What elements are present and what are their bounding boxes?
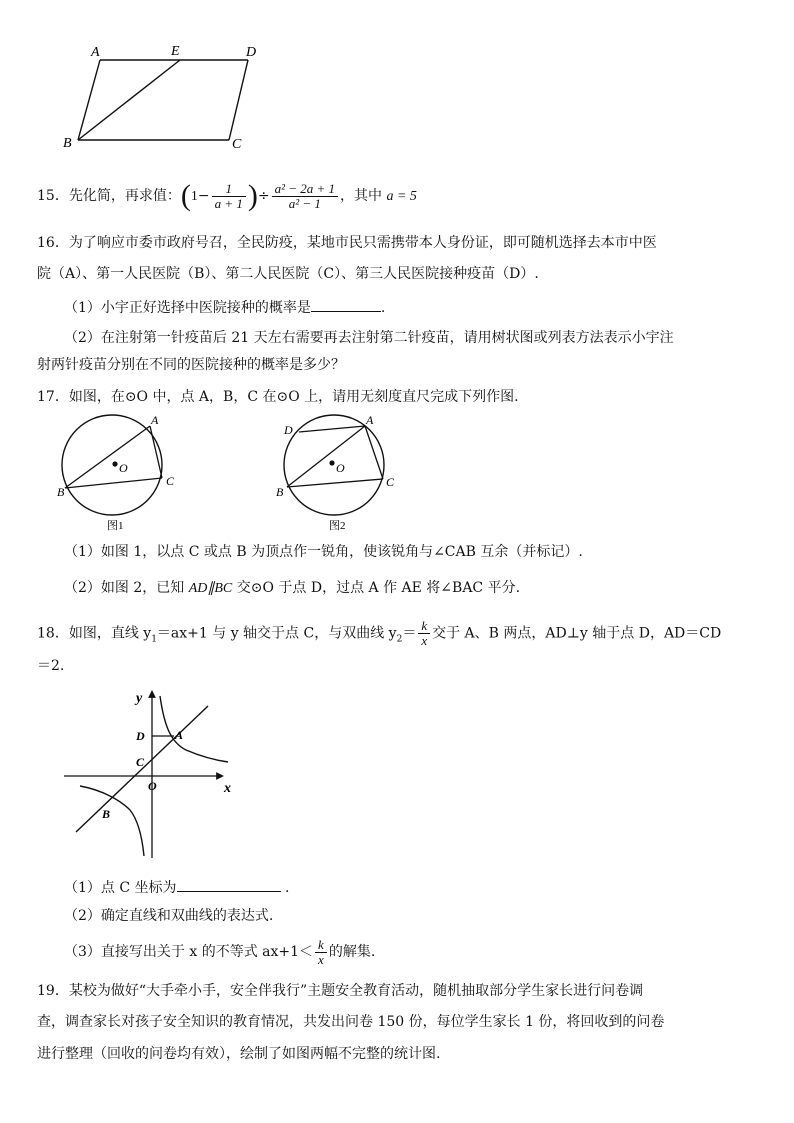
q18-sub3-text-a: （3）直接写出关于 x 的不等式 ax+1＜ <box>64 944 314 960</box>
axis-label-y: y <box>136 691 143 706</box>
label-O-fig1: O <box>119 461 128 475</box>
q18-sub1 <box>64 876 289 898</box>
q18-text-d: 交于 A、B 两点，AD⊥y 轴于点 D，AD＝CD <box>432 625 722 642</box>
q17-figure-1 <box>55 408 185 534</box>
label-C-fig2: C <box>386 475 395 489</box>
q18-sub3-den: x <box>318 951 324 967</box>
chord-AB-fig2 <box>287 426 365 487</box>
circle-o-fig2 <box>284 415 384 515</box>
q18-sub3-text-b: 的解集. <box>328 944 376 960</box>
q18-sub3-num: k <box>315 938 327 953</box>
q15-condition: a = 5 <box>386 189 417 204</box>
label-O-fig2: O <box>336 461 345 475</box>
label-B-fig1: B <box>57 485 65 499</box>
q16-sub2-line-1: （2）在注射第一针疫苗后 21 天左右需要再去注射第二针疫苗，请用树状图或列表方法表示小宇注 <box>64 330 674 346</box>
q17-sub2 <box>64 578 520 599</box>
q15-frac1-num: 1 <box>212 182 246 197</box>
q18-frac-den: x <box>421 633 428 648</box>
q18-frac-num: k <box>418 619 430 634</box>
label-D: D <box>246 45 257 60</box>
q16-sub2-line-2: 射两针疫苗分别在不同的医院接种的概率是多少？ <box>37 357 345 373</box>
q16-sub1-text: （1）小宇正好选择中医院接种的概率是 <box>64 300 311 316</box>
q18-sub2: （2）确定直线和双曲线的表达式. <box>64 908 274 924</box>
q18-sub-1: 1 <box>151 634 157 645</box>
q15-left-paren: ( <box>180 179 191 212</box>
q18-fraction <box>418 619 430 648</box>
parallelogram-figure <box>55 44 275 156</box>
q17-sub2-math: AD∥BC <box>188 581 233 596</box>
q17-sub2-post: 交⊙O 于点 D，过点 A 作 AE 将∠BAC 平分. <box>232 580 521 596</box>
q17-sub2-pre: （2）如图 2，已知 <box>64 580 189 596</box>
q15-line <box>37 181 417 212</box>
label-A-fig1: A <box>151 413 159 427</box>
q18-sub-2: 2 <box>396 634 403 645</box>
q17-sub1: （1）如图 1，以点 C 或点 B 为顶点作一锐角，使该锐角与∠CAB 互余（并标记）. <box>64 544 583 560</box>
caption-fig2: 图2 <box>329 520 346 532</box>
point-label-C: C <box>136 755 145 769</box>
label-A-fig2: A <box>366 413 374 427</box>
q15-frac2-den: a² − 1 <box>288 195 321 211</box>
q15-fraction-2 <box>272 182 338 211</box>
q16-sub1-end: . <box>380 300 386 316</box>
q18-line-2: ＝2. <box>37 658 65 674</box>
label-B: B <box>63 136 72 151</box>
chord-DA-fig2 <box>299 426 365 432</box>
q15-frac2-num: a² − 2a + 1 <box>272 182 338 197</box>
q19-line-1: 19．某校为做好“大手牵小手，安全伴我行”主题安全教育活动，随机抽取部分学生家长进行问卷调 <box>37 983 644 999</box>
q16-line-1: 16．为了响应市委市政府号召，全民防疫，某地市民只需携带本人身份证，即可随机选择去本市中医 <box>37 235 657 251</box>
point-label-O: O <box>148 779 157 793</box>
chord-BC-fig1 <box>65 478 162 488</box>
q18-text-b: ＝ax+1 与 y 轴交于点 C，与双曲线 y <box>156 625 397 642</box>
center-dot-fig1 <box>112 461 117 466</box>
segment-BE <box>78 60 180 140</box>
q18-sub1-blank[interactable] <box>177 876 281 892</box>
label-C-fig1: C <box>166 474 175 488</box>
caption-fig1: 图1 <box>107 520 124 532</box>
q18-text-c: ＝ <box>402 625 417 642</box>
q19-line-3: 进行整理（回收的问卷均有效），绘制了如图两幅不完整的统计图. <box>37 1046 441 1062</box>
label-A: A <box>91 45 100 60</box>
q16-sub1-blank[interactable] <box>311 296 381 312</box>
label-C: C <box>232 137 242 152</box>
point-label-D: D <box>136 729 145 743</box>
point-label-B: B <box>102 807 111 821</box>
label-B-fig2: B <box>276 485 284 499</box>
label-E: E <box>171 44 180 59</box>
chord-AB-fig1 <box>65 426 150 488</box>
q15-lead: 15．先化简，再求值： <box>37 188 181 204</box>
q16-sub1 <box>64 296 385 318</box>
q18-sub3-fraction <box>315 938 327 967</box>
q15-fraction-1 <box>212 182 246 211</box>
axis-label-x: x <box>224 781 231 796</box>
q16-line-2: 院（A）、第一人民医院（B）、第二人民医院（C）、第三人民医院接种疫苗（D）. <box>37 266 539 282</box>
line-y1 <box>76 706 208 832</box>
hyperbola-branch-2 <box>80 786 144 856</box>
point-label-A: A <box>175 728 184 742</box>
edge-AB <box>78 60 100 140</box>
q17-figure-2 <box>272 408 402 534</box>
edge-DC <box>229 60 248 140</box>
center-dot-fig2 <box>329 460 334 465</box>
q15-right-paren: ) <box>247 179 258 212</box>
q15-minus: − <box>197 188 210 204</box>
q18-sub1-end: . <box>280 880 290 896</box>
q19-line-2: 查，调查家长对孩子安全知识的教育情况，共发出问卷 150 份，每位学生家长 1 份，将回收到的问卷 <box>37 1014 665 1030</box>
q18-graph <box>58 686 238 862</box>
hyperbola-branch-1 <box>160 696 228 762</box>
q18-text-a: 18．如图，直线 y <box>37 625 152 642</box>
q17-line-1: 17．如图，在⊙O 中，点 A，B，C 在⊙O 上，请用无刻度直尺完成下列作图. <box>37 389 519 405</box>
label-D-fig2: D <box>284 423 293 437</box>
q15-one: 1 <box>190 189 198 204</box>
q15-tail: ，其中 <box>340 188 387 204</box>
chord-BC-fig2 <box>287 479 383 487</box>
circle-o-fig1 <box>62 415 162 515</box>
q18-line-1 <box>37 619 721 652</box>
q18-sub3 <box>64 937 375 967</box>
q15-divide: ÷ <box>257 188 270 204</box>
q18-sub1-text: （1）点 C 坐标为 <box>64 880 177 896</box>
q15-frac1-den: a + 1 <box>214 195 243 211</box>
